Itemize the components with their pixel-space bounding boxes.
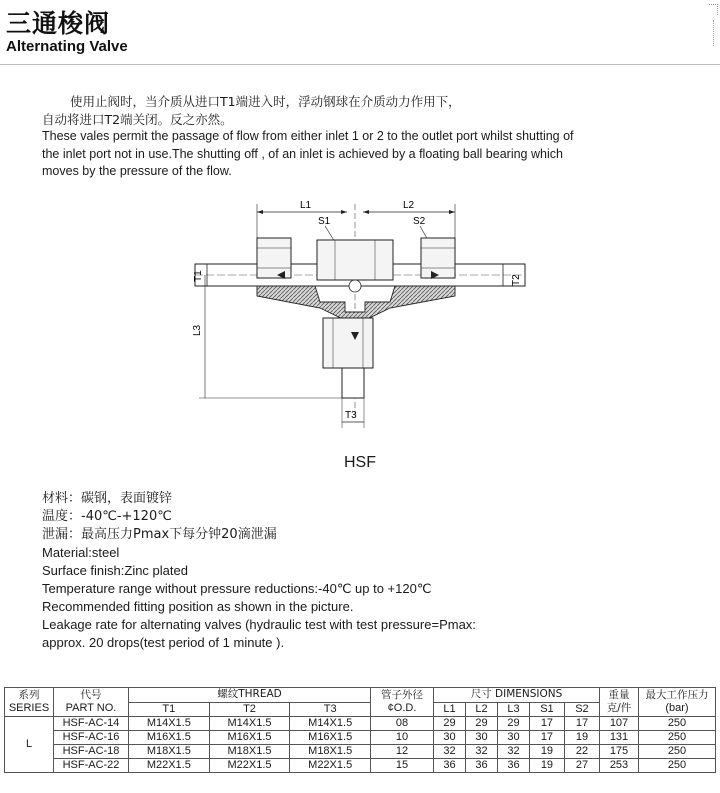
label-t2: T2 xyxy=(511,274,522,286)
cell-part: HSF-AC-22 xyxy=(54,759,129,773)
description-en-line2: the inlet port not in use.The shutting off , of an inlet is achieved by a floating ball bearing which xyxy=(42,146,563,161)
header-thread: 螺纹THREAD xyxy=(129,688,371,703)
spec-temp-en: Temperature range without pressure reductions:-40℃ up to +120℃ xyxy=(42,581,432,596)
cell-s2: 27 xyxy=(564,759,599,773)
spec-leak-en1: Leakage rate for alternating valves (hydraulic test with test pressure=Pmax: xyxy=(42,617,476,632)
cell-t3: M14X1.5 xyxy=(290,717,371,731)
description-cn-line1: 使用止阀时，当介质从进口T1端进入时，浮动钢球在介质动力作用下， xyxy=(70,94,461,109)
label-l1: L1 xyxy=(300,200,312,211)
cell-od: 08 xyxy=(371,717,434,731)
header-l3: L3 xyxy=(497,702,529,717)
cell-t1: M18X1.5 xyxy=(129,745,210,759)
header-l2: L2 xyxy=(466,702,498,717)
table-row xyxy=(5,745,716,759)
table-row xyxy=(5,731,716,745)
cell-s2: 17 xyxy=(564,717,599,731)
header-divider xyxy=(0,64,720,65)
cell-od: 10 xyxy=(371,731,434,745)
label-s2: S2 xyxy=(413,216,426,227)
cell-l3: 30 xyxy=(497,731,529,745)
cell-pressure: 250 xyxy=(639,745,716,759)
corner-mark xyxy=(709,4,718,15)
header-weight: 重量 克/件 xyxy=(600,688,639,717)
cell-pressure: 250 xyxy=(639,731,716,745)
cell-l1: 29 xyxy=(434,717,466,731)
cell-l1: 32 xyxy=(434,745,466,759)
cell-s2: 19 xyxy=(564,731,599,745)
cell-t2: M22X1.5 xyxy=(209,759,290,773)
description-en-line3: moves by the pressure of the flow. xyxy=(42,164,232,178)
cell-t1: M16X1.5 xyxy=(129,731,210,745)
description-cn-line2: 自动将进口T2端关闭。反之亦然。 xyxy=(42,111,233,127)
cell-t2: M14X1.5 xyxy=(209,717,290,731)
cell-l2: 30 xyxy=(466,731,498,745)
spec-temp-cn: 温度：-40℃-+120℃ xyxy=(42,509,172,524)
cell-weight: 175 xyxy=(600,745,639,759)
label-l2: L2 xyxy=(403,200,415,211)
specs-block xyxy=(42,490,476,652)
cell-t3: M18X1.5 xyxy=(290,745,371,759)
label-s1: S1 xyxy=(318,216,331,227)
valve-drawing xyxy=(185,190,535,435)
label-t3: T3 xyxy=(345,410,357,421)
cell-weight: 107 xyxy=(600,717,639,731)
cell-l2: 32 xyxy=(466,745,498,759)
cell-l2: 29 xyxy=(466,717,498,731)
cell-part: HSF-AC-14 xyxy=(54,717,129,731)
header-s1: S1 xyxy=(529,702,564,717)
spec-leak-cn: 泄漏：最高压力Pmax下每分钟20滴泄漏 xyxy=(42,527,277,542)
label-l3: L3 xyxy=(192,324,203,336)
header-l1: L1 xyxy=(434,702,466,717)
cell-t1: M14X1.5 xyxy=(129,717,210,731)
model-name: HSF xyxy=(344,454,376,471)
cell-s1: 19 xyxy=(529,745,564,759)
cell-t1: M22X1.5 xyxy=(129,759,210,773)
cell-l3: 36 xyxy=(497,759,529,773)
table-row xyxy=(5,759,716,773)
header-t2: T2 xyxy=(209,702,290,717)
cell-weight: 253 xyxy=(600,759,639,773)
header-t3: T3 xyxy=(290,702,371,717)
spec-finish-en: Surface finish:Zinc plated xyxy=(42,563,188,578)
cell-part: HSF-AC-16 xyxy=(54,731,129,745)
cell-t3: M22X1.5 xyxy=(290,759,371,773)
series-cell: L xyxy=(5,717,54,773)
cell-part: HSF-AC-18 xyxy=(54,745,129,759)
cell-s1: 17 xyxy=(529,717,564,731)
header-part: 代号 PART NO. xyxy=(54,688,129,717)
header-pressure: 最大工作压力 (bar) xyxy=(639,688,716,717)
header-od: 管子外径 ¢O.D. xyxy=(371,688,434,717)
page-title-en: Alternating Valve xyxy=(6,38,128,55)
cell-l3: 29 xyxy=(497,717,529,731)
cell-t2: M16X1.5 xyxy=(209,731,290,745)
cell-pressure: 250 xyxy=(639,717,716,731)
cell-pressure: 250 xyxy=(639,759,716,773)
cell-weight: 131 xyxy=(600,731,639,745)
description-en-line1: These vales permit the passage of flow from either inlet 1 or 2 to the outlet port whilst shutting of xyxy=(42,129,574,143)
cell-l1: 30 xyxy=(434,731,466,745)
header-series: 系列 SERIES xyxy=(5,688,54,717)
spec-material-en: Material:steel xyxy=(42,545,120,560)
cell-s2: 22 xyxy=(564,745,599,759)
header-t1: T1 xyxy=(129,702,210,717)
label-t1: T1 xyxy=(193,270,204,282)
description-block xyxy=(42,93,682,181)
spec-leak-en2: approx. 20 drops(test period of 1 minute ). xyxy=(42,635,285,650)
table-row xyxy=(5,717,716,731)
spec-position-en: Recommended fitting position as shown in the picture. xyxy=(42,599,354,614)
cell-s1: 19 xyxy=(529,759,564,773)
cell-l2: 36 xyxy=(466,759,498,773)
spec-material-cn: 材料：碳钢，表面镀锌 xyxy=(42,491,173,506)
page-title-cn: 三通梭阀 xyxy=(6,9,111,38)
cell-l3: 32 xyxy=(497,745,529,759)
cell-od: 15 xyxy=(371,759,434,773)
header-dimensions: 尺寸 DIMENSIONS xyxy=(434,688,600,703)
corner-mark-vertical xyxy=(713,20,718,46)
header-s2: S2 xyxy=(564,702,599,717)
cell-l1: 36 xyxy=(434,759,466,773)
cell-t2: M18X1.5 xyxy=(209,745,290,759)
cell-od: 12 xyxy=(371,745,434,759)
cell-s1: 17 xyxy=(529,731,564,745)
cell-t3: M16X1.5 xyxy=(290,731,371,745)
dimensions-table xyxy=(4,687,716,773)
